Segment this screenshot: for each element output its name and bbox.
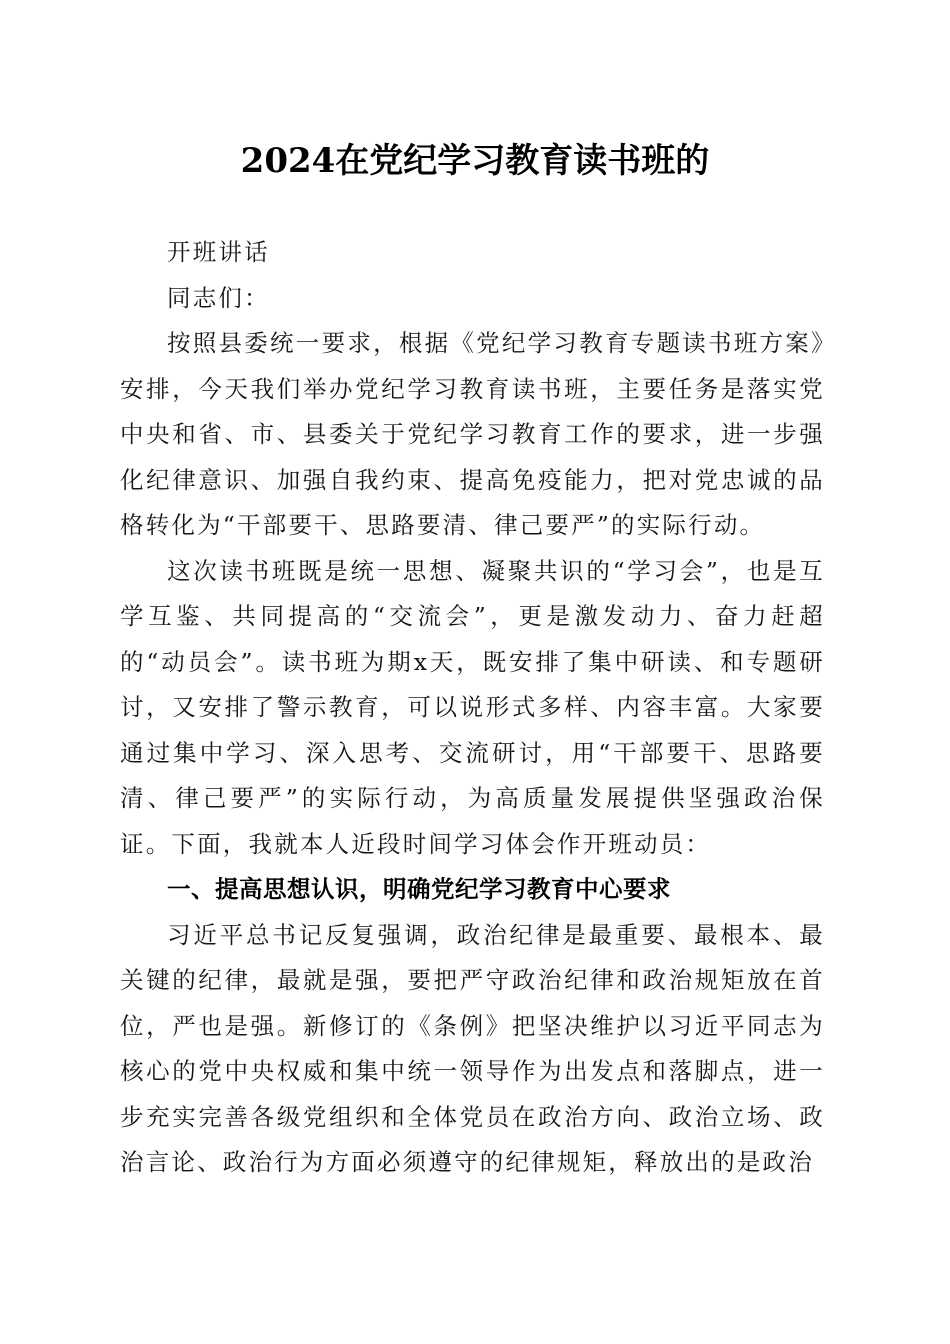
body-paragraph: 这次读书班既是统一思想、凝聚共识的“学习会”，也是互学互鉴、共同提高的“交流会”，更是激发动力、奋力赶超的“动员会”。读书班为期x天，既安排了集中研读、和专题研讨，又安排了警示教育，可以说形式多样、内容丰富。大家要通过集中学习、深入思考、交流研讨，用“干部要干、思路要清、律己要严”的实际行动，为高质量发展提供坚强政治保证。下面，我就本人近段时间学习体会作开班动员： [120,556,825,858]
document-title: 2024在党纪学习教育读书班的 [240,141,710,181]
body-paragraph: 习近平总书记反复强调，政治纪律是最重要、最根本、最关键的纪律，最就是强，要把严守政治纪律和政治规矩放在首位，严也是强。新修订的《条例》把坚决维护以习近平同志为核心的党中央权威和集中统一领导作为出发点和落脚点，进一步充实完善各级党组织和全体党员在政治方向、政治立场、政治言论、政治行为方面必须遵守的纪律规矩，释放出的是政治 [120,920,825,1176]
document-body [120,230,825,1186]
salutation-paragraph: 同志们： [167,283,270,312]
body-paragraph: 按照县委统一要求，根据《党纪学习教育专题读书班方案》安排，今天我们举办党纪学习教育读书班，主要任务是落实党中央和省、市、县委关于党纪学习教育工作的要求，进一步强化纪律意识、加强自我约束、提高免疫能力，把对党忠诚的品格转化为“干部要干、思路要清、律己要严”的实际行动。 [120,329,825,539]
section-heading: 一、提高思想认识，明确党纪学习教育中心要求 [167,875,671,903]
subtitle-paragraph: 开班讲话 [167,238,270,266]
